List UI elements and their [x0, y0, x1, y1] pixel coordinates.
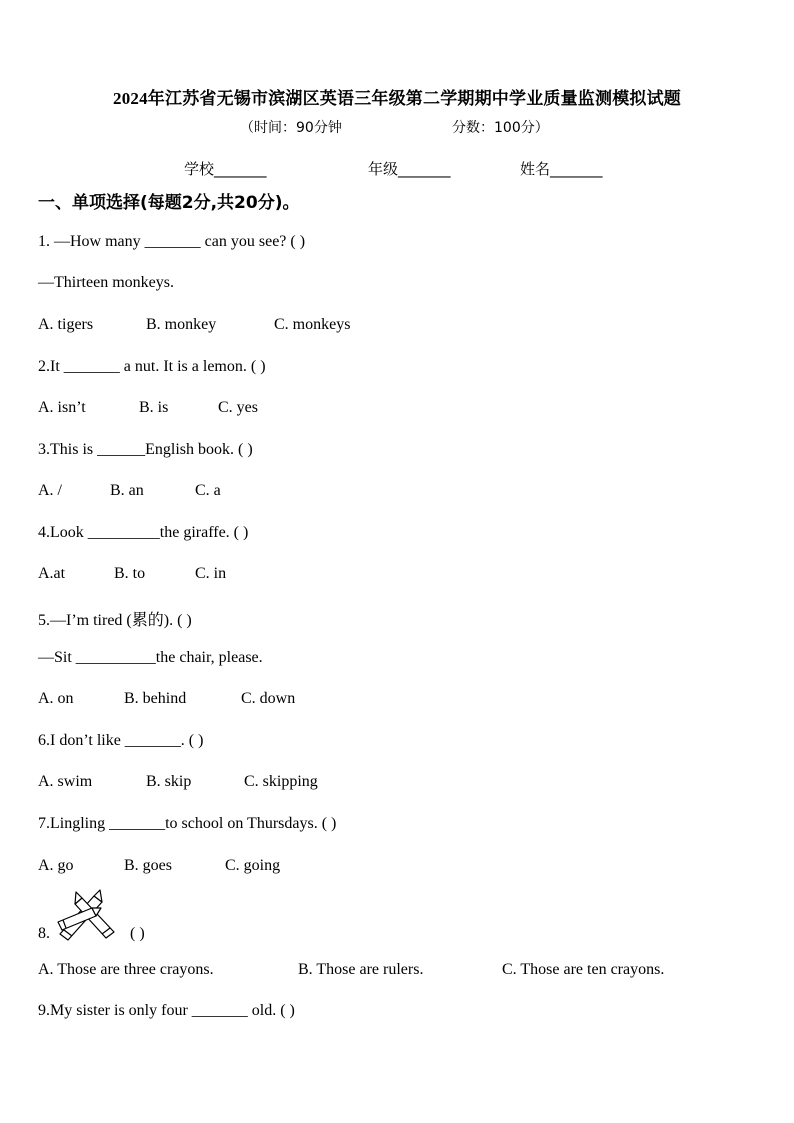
option-a: A.at — [38, 565, 66, 582]
option-a: A. go — [38, 857, 74, 874]
option-c: C. down — [241, 690, 296, 707]
question-1-answer-line: —Thirteen monkeys. — [38, 274, 174, 291]
option-c: C. going — [225, 857, 281, 874]
option-c: C. a — [195, 482, 221, 499]
page-title: 2024年江苏省无锡市滨湖区英语三年级第二学期期中学业质量监测模拟试题 — [113, 89, 681, 108]
school-field: 学校_______ — [184, 160, 267, 178]
option-b: B. Those are rulers. — [298, 961, 424, 978]
option-b: B. is — [139, 399, 169, 416]
question-6-stem: 6.I don’t like _______. ( ) — [38, 732, 204, 749]
question-5-answer-line: —Sit __________the chair, please. — [38, 649, 263, 666]
question-7-stem: 7.Lingling _______to school on Thursdays. ( ) — [38, 815, 337, 832]
option-c: C. monkeys — [274, 316, 351, 333]
section-heading: 一、单项选择(每题2分,共20分)。 — [38, 193, 300, 213]
grade-field: 年级_______ — [368, 160, 451, 178]
crayons-icon — [54, 888, 122, 942]
question-3-stem: 3.This is ______English book. ( ) — [38, 441, 253, 458]
question-8-paren: ( ) — [130, 925, 145, 942]
option-b: B. monkey — [146, 316, 217, 333]
option-c: C. in — [195, 565, 227, 582]
question-9-stem: 9.My sister is only four _______ old. ( ) — [38, 1002, 295, 1019]
exam-score: 分数：100分） — [452, 120, 549, 136]
option-b: B. goes — [124, 857, 172, 874]
option-b: B. skip — [146, 773, 192, 790]
option-a: A. isn’t — [38, 399, 86, 416]
question-4-stem: 4.Look _________the giraffe. ( ) — [38, 524, 249, 541]
question-1-stem: 1. —How many _______ can you see? ( ) — [38, 233, 306, 250]
option-a: A. / — [38, 482, 62, 499]
option-a: A. swim — [38, 773, 93, 790]
option-b: B. behind — [124, 690, 187, 707]
option-a: A. Those are three crayons. — [38, 961, 214, 978]
option-c: C. yes — [218, 399, 258, 416]
exam-time: （时间：90分钟 — [240, 120, 342, 136]
option-b: B. to — [114, 565, 146, 582]
option-a: A. on — [38, 690, 74, 707]
name-field: 姓名_______ — [520, 160, 603, 178]
question-5-stem: 5.—I’m tired (累的). ( ) — [38, 612, 192, 629]
option-b: B. an — [110, 482, 144, 499]
question-2-stem: 2.It _______ a nut. It is a lemon. ( ) — [38, 358, 266, 375]
question-8-number: 8. — [38, 925, 50, 942]
option-c: C. skipping — [244, 773, 318, 790]
option-c: C. Those are ten crayons. — [502, 961, 665, 978]
option-a: A. tigers — [38, 316, 94, 333]
